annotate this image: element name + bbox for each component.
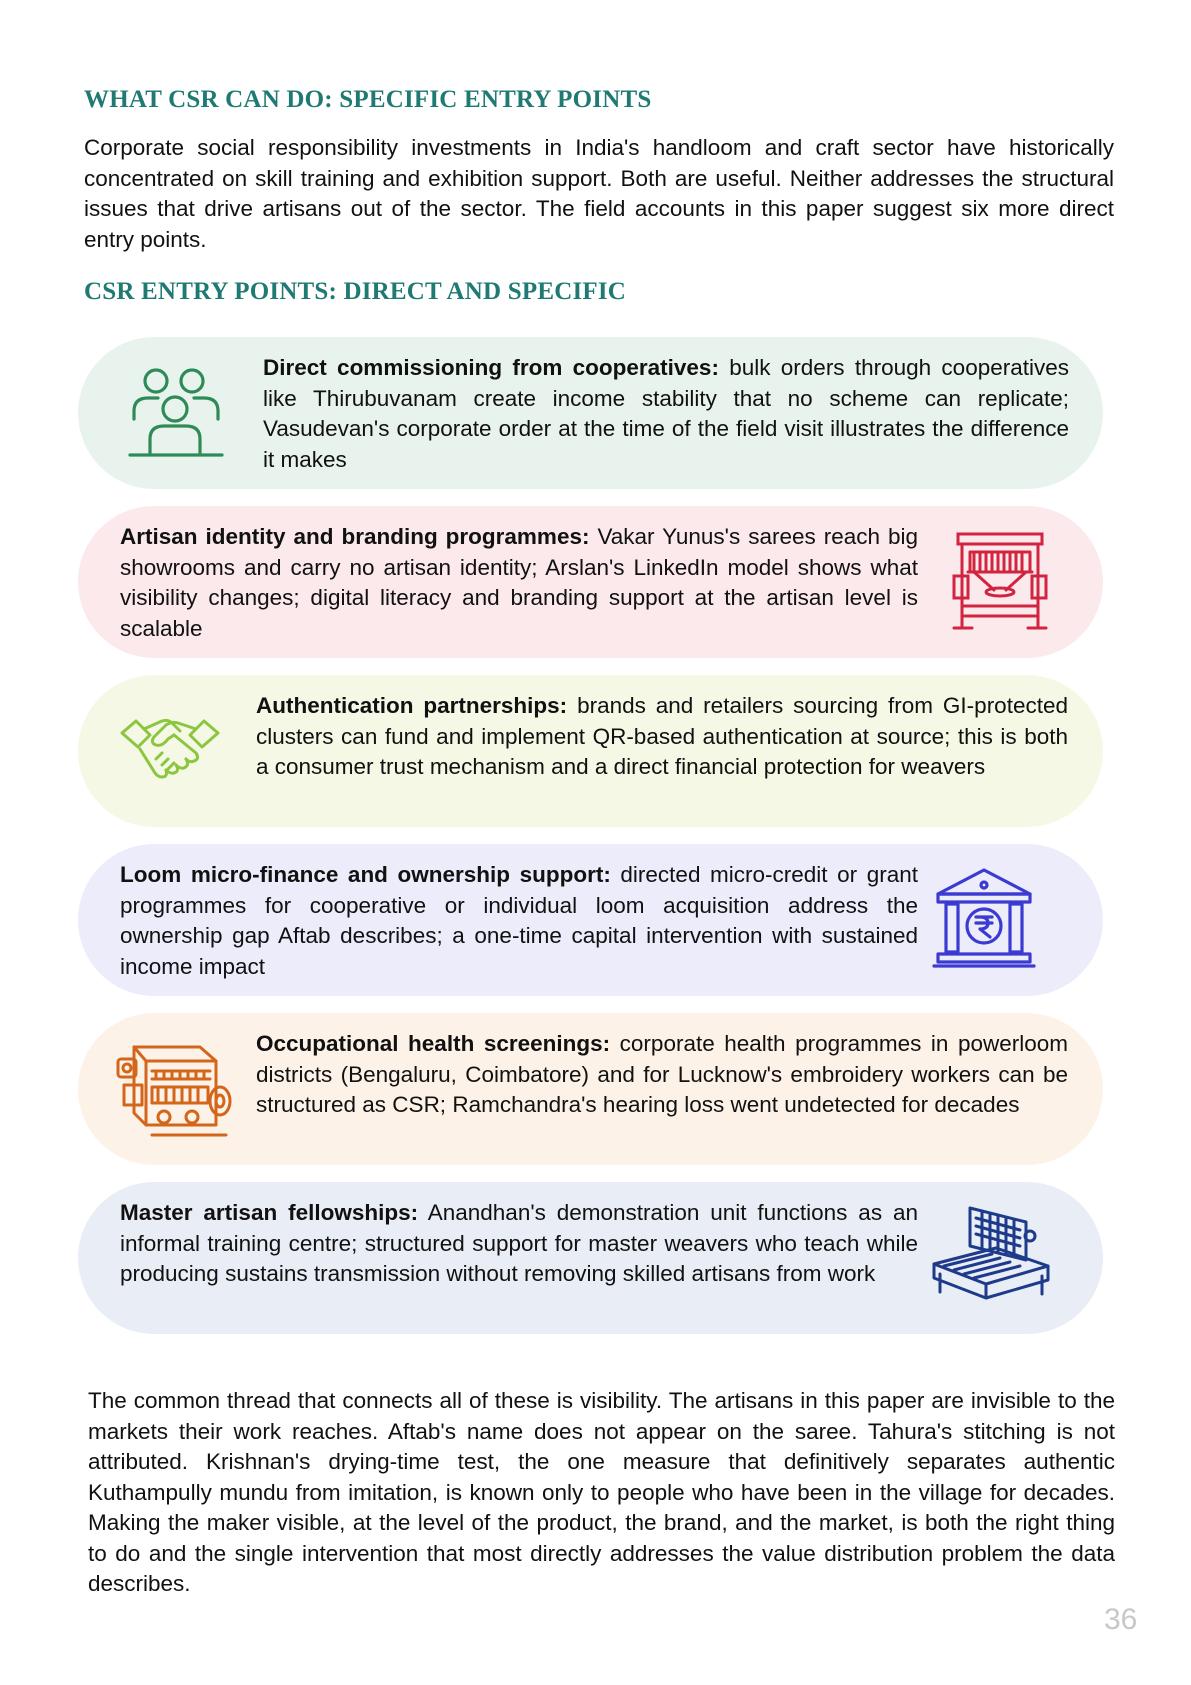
entry-body: bulk orders through cooperatives like Thirubuvanam create income stability that no scheme can replicate; Vasudevan's corporate order at the time of the field visit illustrates the difference it makes xyxy=(263,355,1070,472)
intro-paragraph: Corporate social responsibility investments in India's handloom and craft sector have historically concentrated on skill training and exhibition support. Both are useful. Neither addresses the structural issues that drive artisans out of the sector. The field accounts in this paper suggest six more direct entry points. xyxy=(84,135,1114,252)
entry-body: directed micro-credit or grant programmes for cooperative or individual loom acquisition address the ownership gap Aftab describes; a one-time capital intervention with sustained income impact xyxy=(120,862,918,979)
entry-card-commissioning xyxy=(78,337,1103,489)
people-group-icon xyxy=(128,365,224,466)
entry-card-health xyxy=(78,1013,1103,1165)
entry-body: Vakar Yunus's sarees reach big showrooms and carry no artisan identity; Arslan's LinkedIn model shows what visibility changes; digital literacy and branding support at the artisan level is scalable xyxy=(120,524,918,641)
closing-paragraph: The common thread that connects all of these is visibility. The artisans in this paper are invisible to the markets their work reaches. Aftab's name does not appear on the saree. Tahura's stitching is not attributed. Krishnan's drying-time test, the one measure that definitively separates authentic Kuthampully mundu from imitation, is known only to people who have been in the village for decades. Making the maker visible, at the level of the product, the brand, and the market, is both the right thing to do and the single intervention that most directly addresses the value distribution problem the data describes. xyxy=(88,1388,1115,1596)
entry-title: Authentication partnerships: xyxy=(256,693,568,718)
page-number: 36 xyxy=(1104,1603,1138,1636)
entry-text xyxy=(263,353,1069,475)
entry-title: Direct commissioning from cooperatives: xyxy=(263,355,719,380)
entry-card-authentication xyxy=(78,675,1103,827)
entry-card-microfinance xyxy=(78,844,1103,996)
powerloom-icon xyxy=(116,1035,232,1146)
entry-title: Loom micro-finance and ownership support: xyxy=(120,862,611,887)
weaving-loom-icon xyxy=(930,1202,1052,1309)
entry-text xyxy=(120,1198,918,1290)
entry-body: brands and retailers sourcing from GI-protected clusters can fund and implement QR-based authentication at source; this is both a consumer trust mechanism and a direct financial protection for weavers xyxy=(256,693,1068,779)
handshake-icon xyxy=(120,711,220,796)
bank-rupee-icon xyxy=(932,866,1036,975)
entry-card-fellowships xyxy=(78,1182,1103,1334)
entry-body: corporate health programmes in powerloom districts (Bengaluru, Coimbatore) and for Lucknow's embroidery workers can be structured as CSR; Ramchandra's hearing loss went undetected for decades xyxy=(256,1031,1068,1117)
entry-text xyxy=(120,522,918,644)
subsection-heading: CSR ENTRY POINTS: DIRECT AND SPECIFIC xyxy=(84,278,627,305)
entry-card-branding xyxy=(78,506,1103,658)
entry-body: Anandhan's demonstration unit functions as an informal training centre; structured support for master weavers who teach while producing sustains transmission without removing skilled artisans from work xyxy=(120,1200,918,1286)
section-heading: WHAT CSR CAN DO: SPECIFIC ENTRY POINTS xyxy=(84,86,652,113)
entry-title: Master artisan fellowships: xyxy=(120,1200,419,1225)
entry-text xyxy=(256,1029,1068,1121)
handloom-icon xyxy=(950,528,1050,637)
entry-title: Occupational health screenings: xyxy=(256,1031,611,1056)
entry-text xyxy=(120,860,918,982)
entry-title: Artisan identity and branding programmes: xyxy=(120,524,590,549)
entry-text xyxy=(256,691,1068,783)
